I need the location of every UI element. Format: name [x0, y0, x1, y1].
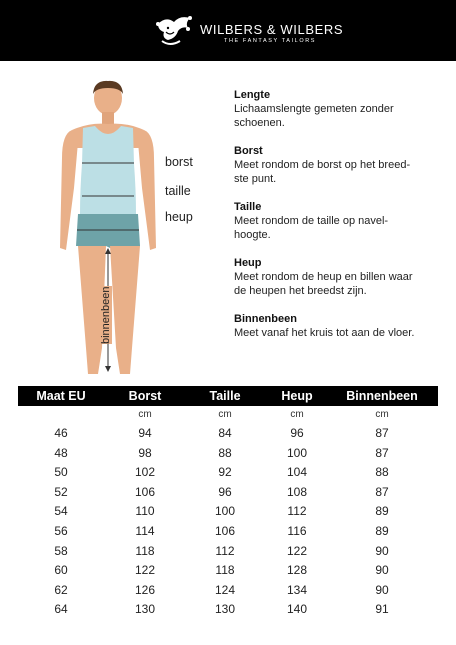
waist-cell: 106	[214, 524, 236, 538]
inseam-cell: 87	[375, 484, 389, 499]
measure-length	[234, 88, 444, 130]
waist-cell: 96	[218, 484, 232, 499]
measure-hip	[234, 256, 444, 298]
measure-desc-line: Meet rondom de taille op navel-	[234, 215, 389, 227]
measure-title: Borst	[234, 145, 263, 157]
hip-label: heup	[165, 210, 193, 224]
inseam-label: binnenbeen	[100, 286, 112, 344]
inseam-cell: 89	[375, 524, 389, 538]
chest-cell: 130	[134, 602, 156, 617]
measure-inseam	[234, 312, 444, 340]
waist-cell: 92	[218, 465, 232, 480]
measure-title: Binnenbeen	[234, 313, 297, 325]
waist-cell: 100	[214, 504, 236, 519]
header-hip: Heup	[281, 389, 313, 403]
measure-title: Heup	[234, 257, 262, 269]
size-table-header	[18, 386, 438, 406]
measure-desc-line: Meet rondom de borst op het breed-	[234, 159, 411, 171]
measure-desc-line: schoenen.	[234, 117, 285, 129]
chest-cell: 94	[138, 426, 152, 440]
hip-cell: 134	[286, 582, 308, 597]
size-cell: 50	[54, 465, 68, 480]
size-cell: 46	[54, 426, 68, 440]
hip-cell: 96	[290, 426, 304, 440]
size-cell: 64	[54, 602, 68, 617]
hip-cell: 104	[286, 465, 308, 480]
table-row	[18, 583, 438, 603]
hip-cell: 128	[286, 563, 308, 578]
chest-cell: 102	[134, 465, 156, 480]
hip-cell: 112	[287, 504, 307, 519]
table-row	[18, 544, 438, 564]
inseam-cell: 87	[375, 426, 389, 440]
waist-cell: 88	[218, 445, 232, 460]
chest-cell: 106	[134, 484, 156, 499]
brand-name: WILBERS & WILBERS	[200, 22, 344, 37]
inseam-cell: 90	[375, 543, 389, 558]
measure-desc-line: ste punt.	[234, 173, 277, 185]
measure-desc-line: Lichaamslengte gemeten zonder	[234, 103, 394, 115]
size-cell: 54	[54, 504, 68, 519]
waist-cell: 118	[215, 563, 235, 578]
size-cell: 52	[54, 484, 68, 499]
inseam-cell: 90	[375, 563, 389, 578]
inseam-cell: 88	[375, 465, 389, 480]
hip-cell: 100	[286, 445, 308, 460]
chest-cell: 114	[135, 524, 155, 538]
waist-cell: 124	[214, 582, 236, 597]
waist-cell: 112	[215, 543, 235, 558]
unit-waist: cm	[218, 409, 232, 420]
unit-inseam: cm	[375, 409, 389, 420]
header-size: Maat EU	[36, 389, 86, 403]
size-cell: 48	[54, 445, 68, 460]
measure-desc-line: de heupen het breedst zijn.	[234, 285, 367, 297]
measure-desc-line: Meet rondom de heup en billen waar	[234, 271, 413, 283]
size-cell: 62	[54, 582, 68, 597]
size-cell: 56	[54, 524, 68, 538]
unit-hip: cm	[290, 409, 304, 420]
jester-logo-icon	[154, 14, 196, 48]
measure-desc-line: Meet vanaf het kruis tot aan de vloer.	[234, 327, 415, 339]
table-row	[18, 465, 438, 485]
hip-cell: 122	[286, 543, 308, 558]
hip-cell: 108	[286, 484, 308, 499]
table-row	[18, 485, 438, 505]
inseam-cell: 89	[375, 504, 389, 519]
table-row	[18, 524, 438, 544]
inseam-cell: 90	[375, 582, 389, 597]
chest-label: borst	[165, 155, 193, 169]
table-row	[18, 446, 438, 466]
waist-cell: 84	[218, 426, 232, 440]
measure-chest	[234, 144, 444, 186]
brand-header	[0, 0, 456, 61]
waist-cell: 130	[214, 602, 236, 617]
header-chest: Borst	[128, 389, 162, 403]
unit-chest: cm	[138, 409, 152, 420]
hip-cell: 140	[286, 602, 308, 617]
measure-title: Lengte	[234, 89, 271, 101]
size-cell: 58	[54, 543, 68, 558]
measure-title: Taille	[234, 201, 262, 213]
brand-tagline: THE FANTASY TAILORS	[224, 38, 317, 44]
table-row	[18, 504, 438, 524]
table-row	[18, 426, 438, 446]
inseam-cell: 91	[375, 602, 389, 617]
measure-desc-line: hoogte.	[234, 229, 271, 241]
table-row	[18, 563, 438, 583]
chest-cell: 118	[135, 543, 155, 558]
measure-waist	[234, 200, 444, 242]
header-inseam: Binnenbeen	[346, 389, 418, 403]
size-cell: 60	[54, 563, 68, 578]
header-waist: Taille	[209, 389, 241, 403]
chest-cell: 122	[134, 563, 156, 578]
waist-label: taille	[165, 184, 191, 198]
table-row	[18, 602, 438, 622]
chest-cell: 126	[134, 582, 156, 597]
hip-cell: 116	[287, 524, 307, 538]
chest-cell: 98	[138, 445, 152, 460]
chest-cell: 110	[135, 504, 155, 519]
inseam-cell: 87	[375, 445, 389, 460]
